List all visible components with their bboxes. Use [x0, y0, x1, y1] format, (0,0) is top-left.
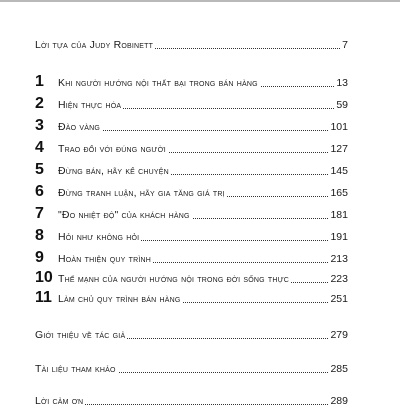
chapter-number: 10: [35, 269, 53, 286]
toc-entry-page: 7: [342, 39, 348, 51]
chapter-title: Đào vàng: [58, 121, 101, 133]
toc-entry-title: Giới thiệu về tác giả: [35, 329, 126, 341]
chapter-number: 2: [35, 95, 44, 112]
toc-chapter-9: [0, 250, 400, 266]
toc-entry-title: Lời tựa của Judy Robinett: [35, 39, 154, 51]
chapter-page: 181: [330, 209, 348, 221]
chapter-title: Hoàn thiện quy trình: [58, 253, 152, 265]
chapter-title: Làm chủ quy trình bán hàng: [58, 293, 181, 305]
chapter-number: 6: [35, 183, 44, 200]
chapter-page: 13: [336, 77, 348, 89]
toc-entry-about-author: [0, 326, 400, 342]
chapter-title: Khi người hướng nội thất bại trong bán hàng: [58, 77, 258, 89]
chapter-title: Đừng bán, hãy kể chuyện: [58, 165, 169, 177]
toc-chapter-1: [0, 74, 400, 90]
chapter-number: 11: [35, 289, 52, 306]
toc-entry-title: Tài liệu tham khảo: [35, 363, 116, 375]
chapter-title: Hiện thực hóa: [58, 99, 122, 111]
toc-chapter-10: [0, 270, 400, 286]
chapter-page: 165: [330, 187, 348, 199]
chapter-page: 101: [330, 121, 348, 133]
toc-chapter-2: [0, 96, 400, 112]
toc-chapter-7: [0, 206, 400, 222]
chapter-title: Trao đổi với đúng người: [58, 143, 166, 155]
toc-entry-page: 285: [330, 363, 348, 375]
dot-leader: [60, 130, 346, 131]
chapter-number: 7: [35, 205, 44, 222]
chapter-title: Đừng tranh luận, hãy gia tăng giá trị: [58, 187, 225, 199]
chapter-page: 213: [330, 253, 348, 265]
toc-entry-acknowledgements: [0, 392, 400, 408]
chapter-title: Thế mạnh của người hướng nội trong đời sống thực: [58, 273, 290, 285]
chapter-number: 5: [35, 161, 44, 178]
chapter-title: Hỏi như không hỏi: [58, 231, 140, 243]
toc-chapter-6: [0, 184, 400, 200]
toc-chapter-3: [0, 118, 400, 134]
toc-entry-page: 289: [330, 395, 348, 407]
chapter-page: 145: [330, 165, 348, 177]
chapter-number: 1: [35, 73, 44, 90]
chapter-page: 191: [330, 231, 348, 243]
toc-entry-title: Lời cảm ơn: [35, 395, 84, 407]
chapter-page: 59: [336, 99, 348, 111]
chapter-number: 9: [35, 249, 44, 266]
toc-chapter-11: [0, 290, 400, 306]
chapter-page: 251: [330, 293, 348, 305]
chapter-page: 223: [330, 273, 348, 285]
chapter-number: 3: [35, 117, 44, 134]
toc-entry-page: 279: [330, 329, 348, 341]
toc-entry-references: [0, 360, 400, 376]
toc-chapter-5: [0, 162, 400, 178]
chapter-number: 8: [35, 227, 44, 244]
chapter-number: 4: [35, 139, 44, 156]
chapter-title: "Đo nhiệt độ" của khách hàng: [58, 209, 190, 221]
toc-chapter-8: [0, 228, 400, 244]
toc-entry-foreword: [0, 36, 400, 52]
toc-chapter-4: [0, 140, 400, 156]
chapter-page: 127: [330, 143, 348, 155]
